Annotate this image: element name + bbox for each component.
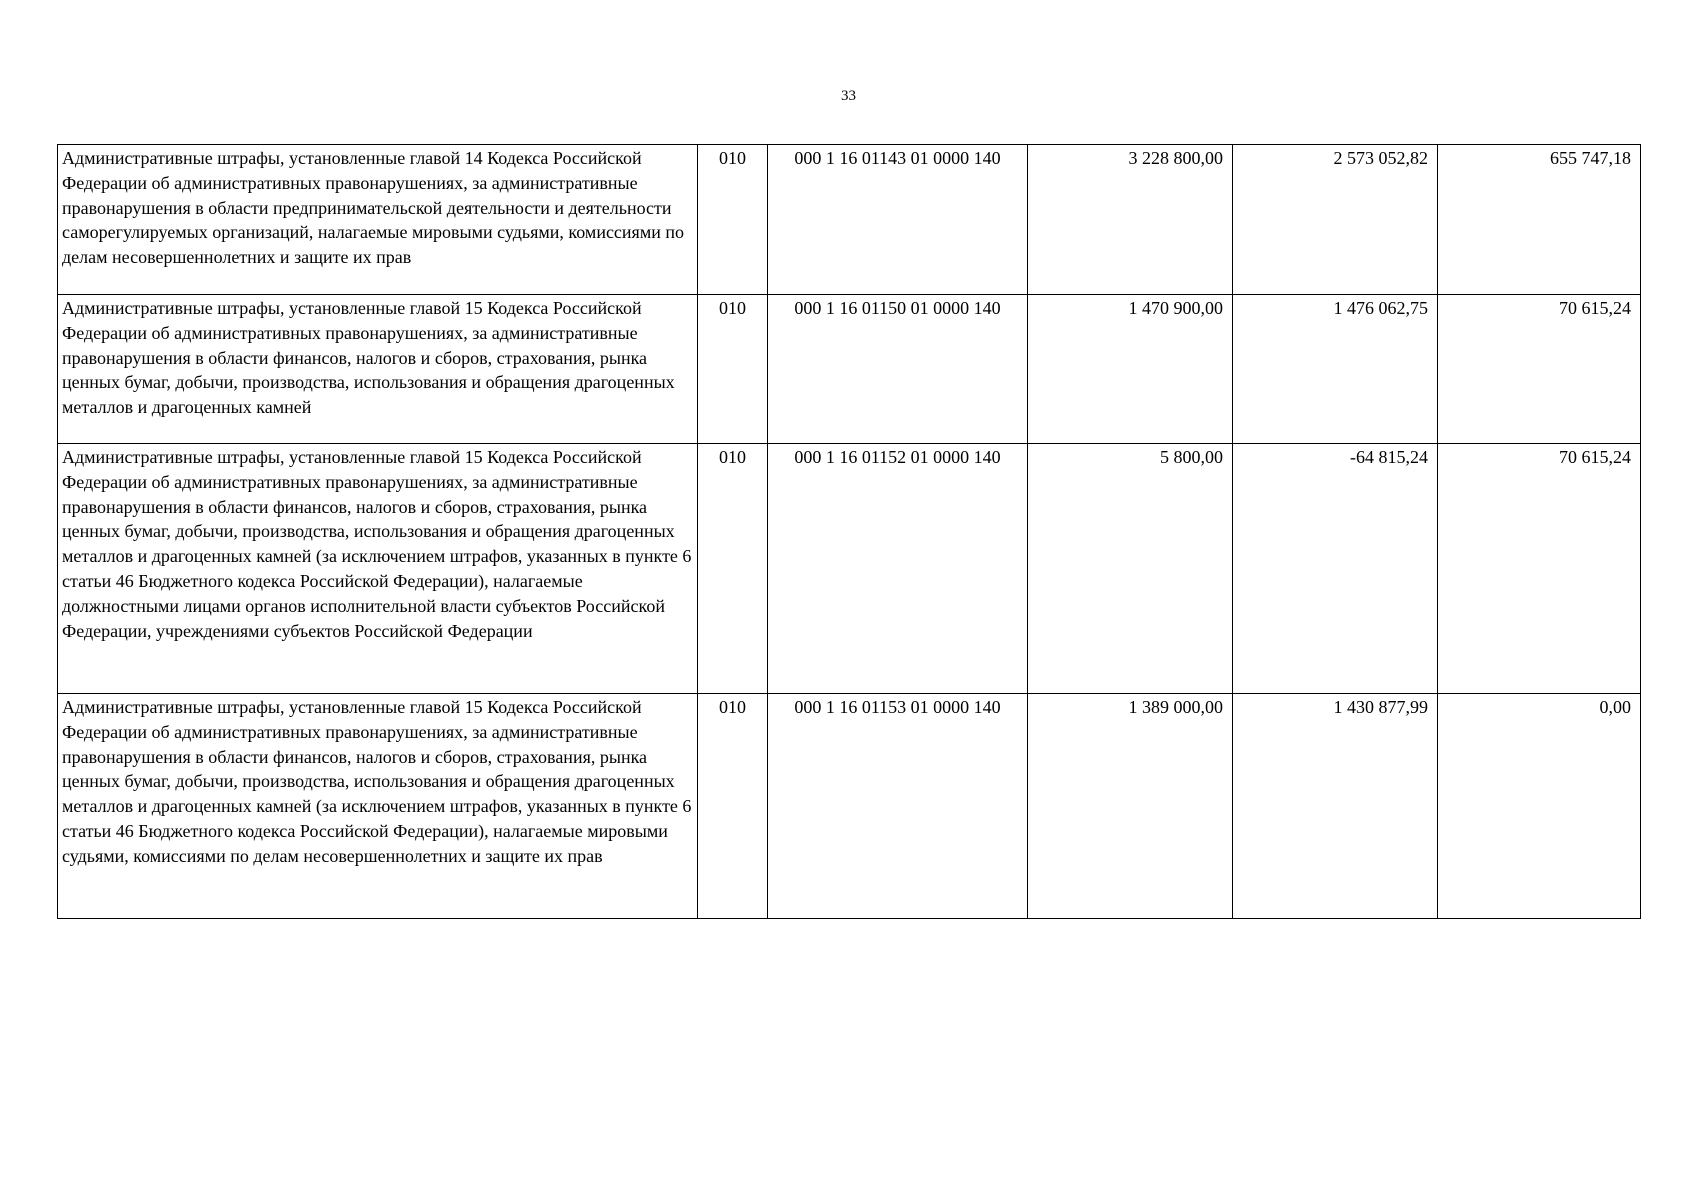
value-cell-3: 70 615,24 bbox=[1438, 444, 1641, 694]
budget-classification-code-cell: 000 1 16 01143 01 0000 140 bbox=[768, 145, 1028, 295]
value-cell-1: 3 228 800,00 bbox=[1028, 145, 1233, 295]
value-cell-2: 2 573 052,82 bbox=[1233, 145, 1438, 295]
value-cell-3: 655 747,18 bbox=[1438, 145, 1641, 295]
table-row bbox=[58, 444, 1641, 694]
value-cell-1: 1 470 900,00 bbox=[1028, 295, 1233, 444]
table-row bbox=[58, 145, 1641, 295]
budget-revenue-table bbox=[57, 144, 1641, 919]
budget-classification-code-cell: 000 1 16 01152 01 0000 140 bbox=[768, 444, 1028, 694]
revenue-name-cell: Административные штрафы, установленные главой 14 Кодекса Российской Федерации об административных правонарушениях, за административные правонарушения в области предпринимательской деятельности и деятельности саморегулируемых организаций, налагаемые мировыми судьями, комиссиями по делам несовершеннолетних и защите их прав bbox=[58, 145, 698, 295]
value-cell-2: 1 476 062,75 bbox=[1233, 295, 1438, 444]
admin-code-cell: 010 bbox=[698, 295, 768, 444]
admin-code-cell: 010 bbox=[698, 444, 768, 694]
value-cell-1: 1 389 000,00 bbox=[1028, 694, 1233, 919]
budget-classification-code-cell: 000 1 16 01153 01 0000 140 bbox=[768, 694, 1028, 919]
admin-code-cell: 010 bbox=[698, 145, 768, 295]
revenue-name-cell: Административные штрафы, установленные главой 15 Кодекса Российской Федерации об административных правонарушениях, за административные правонарушения в области финансов, налогов и сборов, страхования, рынка ценных бумаг, добычи, производства, использования и обращения драгоценных металлов и драгоценных камней bbox=[58, 295, 698, 444]
admin-code-cell: 010 bbox=[698, 694, 768, 919]
value-cell-1: 5 800,00 bbox=[1028, 444, 1233, 694]
table-row bbox=[58, 295, 1641, 444]
value-cell-3: 0,00 bbox=[1438, 694, 1641, 919]
table-row bbox=[58, 694, 1641, 919]
budget-classification-code-cell: 000 1 16 01150 01 0000 140 bbox=[768, 295, 1028, 444]
value-cell-2: -64 815,24 bbox=[1233, 444, 1438, 694]
revenue-name-cell: Административные штрафы, установленные главой 15 Кодекса Российской Федерации об административных правонарушениях, за административные правонарушения в области финансов, налогов и сборов, страхования, рынка ценных бумаг, добычи, производства, использования и обращения драгоценных металлов и драгоценных камней (за исключением штрафов, указанных в пункте 6 статьи 46 Бюджетного кодекса Российской Федерации), налагаемые должностными лицами органов исполнительной власти субъектов Российской Федерации, учреждениями субъектов Российской Федерации bbox=[58, 444, 698, 694]
revenue-name-cell: Административные штрафы, установленные главой 15 Кодекса Российской Федерации об административных правонарушениях, за административные правонарушения в области финансов, налогов и сборов, страхования, рынка ценных бумаг, добычи, производства, использования и обращения драгоценных металлов и драгоценных камней (за исключением штрафов, указанных в пункте 6 статьи 46 Бюджетного кодекса Российской Федерации), налагаемые мировыми судьями, комиссиями по делам несовершеннолетних и защите их прав bbox=[58, 694, 698, 919]
value-cell-2: 1 430 877,99 bbox=[1233, 694, 1438, 919]
page-number: 33 bbox=[841, 88, 856, 104]
value-cell-3: 70 615,24 bbox=[1438, 295, 1641, 444]
